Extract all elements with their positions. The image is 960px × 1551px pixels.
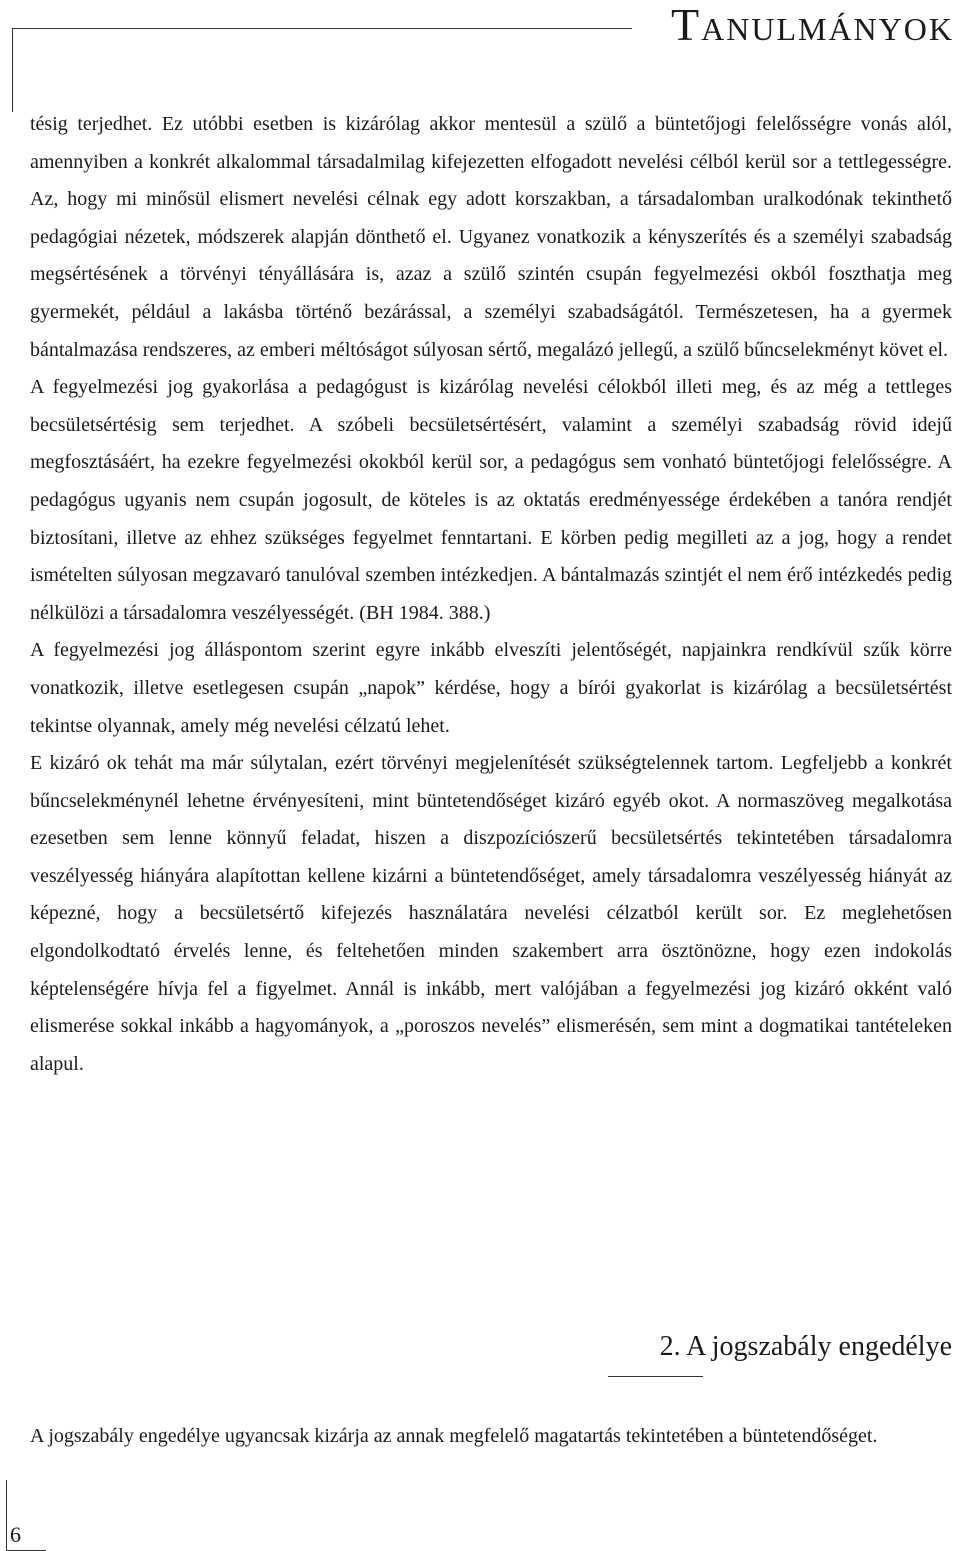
- body-paragraph: A fegyelmezési jog gyakorlása a pedagógust is kizárólag nevelési célokból illeti meg, és az még a tettleges becsületsértésig sem terjedhet. A szóbeli becsületsértésért, valamint a személyi szabadság rövid idejű megfosztásáért, ha ezekre fegyelmezési okokból kerül sor, a pedagógus sem vonható büntetőjogi felelősségre. A pedagógus ugyanis nem csupán jogosult, de köteles is az oktatás eredményessége érdekében a tanóra rendjét biztosítani, illetve az ehhez szükséges fegyelmet fenntartani. E körben pedig megilleti az a jog, hogy a rendet ismételten súlyosan megzavaró tanulóval szemben intézkedjen. A bántalmazás szintjét el nem érő intézkedés pedig nélkülözi a társadalomra veszélyességét. (BH 1984. 388.): [30, 376, 952, 624]
- section-paragraph: A jogszabály engedélye ugyancsak kizárja az annak megfelelő magatartás tekintetében a büntetendőséget.: [30, 1425, 878, 1447]
- header-rule: [12, 28, 632, 29]
- page-number: 6: [10, 1522, 21, 1547]
- section-heading: 2. A jogszabály engedélye: [659, 1331, 952, 1362]
- article-body: [30, 106, 952, 1083]
- footer-corner-rule: [6, 1480, 7, 1551]
- body-paragraph: tésig terjedhet. Ez utóbbi esetben is kizárólag akkor mentesül a szülő a büntetőjogi felelősségre vonás alól, amennyiben a konkrét alkalommal társadalmilag kifejezetten elfogadott nevelési célból kerül sor a tettlegességre. Az, hogy mi minősül elismert nevelési célnak egy adott korszakban, a társadalomban uralkodónak tekinthető pedagógiai nézetek, módszerek alapján dönthető el. Ugyanez vonatkozik a kényszerítés és a személyi szabadság megsértésének a törvényi tényállására is, azaz a szülő szintén csupán fegyelmezési okból foszthatja meg gyermekét, például a lakásba történő bezárással, a személyi szabadságától. Természetesen, ha a gyermek bántalmazása rendszeres, az emberi méltóságot súlyosan sértő, megalázó jellegű, a szülő bűncselekményt követ el.: [30, 113, 952, 361]
- section-header: [30, 1330, 952, 1364]
- section-heading-rule: [608, 1376, 703, 1377]
- header-corner-rule: [12, 28, 13, 112]
- body-paragraph: E kizáró ok tehát ma már súlytalan, ezért törvényi megjelenítését szükségtelennek tartom. Legfeljebb a konkrét bűncselekménynél lehetne érvényesíteni, mint büntetendőséget kizáró egyéb okot. A normaszöveg megalkotása ezesetben sem lenne könnyű feladat, hiszen a diszpozíciószerű becsületsértés tekintetében társadalomra veszélyesség hiányára alapítottan kellene kizárni a büntetendőséget, amely társadalomra veszélyesség hiányát az képezné, hogy a becsületsértő kifejezés használatára nevelési célzatból került sor. Ez meglehetősen elgondolkodtató érvelés lenne, és feltehetően minden szakembert arra ösztönözne, hogy ezen indokolás képtelenségére hívja fel a figyelmet. Annál is inkább, mert valójában a fegyelmezési jog kizáró okként való elismerése sokkal inkább a hagyományok, a „poroszos nevelés” elismerésén, sem mint a dogmatikai tantételeken alapul.: [30, 752, 952, 1075]
- running-header-title: Tanulmányok: [671, 0, 954, 50]
- body-paragraph: A fegyelmezési jog álláspontom szerint egyre inkább elveszíti jelentőségét, napjainkra rendkívül szűk körre vonatkozik, illetve esetlegesen csupán „napok” kérdése, hogy a bírói gyakorlat is kizárólag a becsületsértést tekintse olyannak, amely még nevelési célzatú lehet.: [30, 639, 952, 737]
